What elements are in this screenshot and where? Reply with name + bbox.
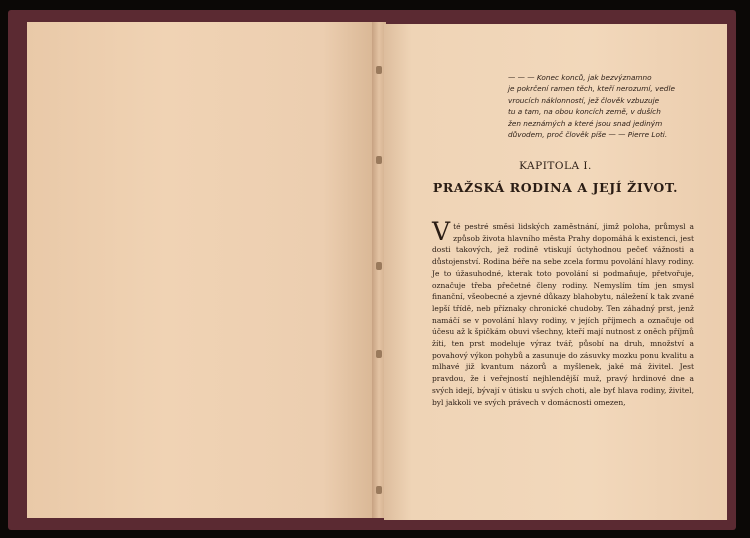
epigraph: — — — Konec konců, jak bezvýznamno je pokrčení ramen těch, kteří nerozumí, vedle vroucích náklonností, jež člověk vzbuzuje tu a tam, na obou koncích země, v duších žen neznámých a které jsou snad jediným důvodem, proč člověk píše — — Pierre Loti. (508, 73, 675, 140)
binding-stitch (376, 66, 382, 74)
chapter-title: PRAŽSKÁ RODINA A JEJÍ ŽIVOT. (432, 180, 679, 195)
drop-cap: V (432, 217, 451, 246)
chapter-label: KAPITOLA I. (519, 160, 592, 172)
chapter-body (432, 217, 694, 408)
binding-stitch (376, 262, 382, 270)
body-paragraph: té pestré směsi lidských zaměstnání, jimž poloha, průmysl a způsob života hlavního města Prahy dopomáhá k existenci, jest dosti takových, jež rodině vtiskují úctyhodnou pečeť vážnosti a důstojenství. Rodina béře na sebe zcela formu povolání hlavy rodiny. Je to úžasuhodné, kterak toto povolání si podmaňuje, přetvořuje, označuje třeba přečetné členy rodiny. Nemyslím tím jen smysl finanční, všeobecné a zjevné důkazy blahobytu, náležení k tak zvané lepší třídě, neb příznaky chronické chudoby. Ten záhadný prst, jenž namáčí se v povolání hlavy rodiny, v jejích příjmech a označuje od účesu až k špičkám obuvi všechny, kteří mají nutnost z oněch příjmů žíti, ten prst modeluje výraz tvář, působí na druh, množství a povahový výkon pohybů a zasunuje do zásuvky mozku ponu kvalitu a mlhavé již kvantum názorů a myšlenek, jaké má živitel. Jest pravdou, že i veřejností nejhlendější muž, pravý hrdinové dne a svých idejí, bývají v útisku u svých choti, ale byť hlava rodiny, živitel, byl jakkoli ve svých právech v domácnosti omezen, (432, 222, 694, 407)
binding-stitch (376, 486, 382, 494)
left-page-blank (27, 22, 375, 518)
binding-stitch (376, 156, 382, 164)
binding-stitch (376, 350, 382, 358)
